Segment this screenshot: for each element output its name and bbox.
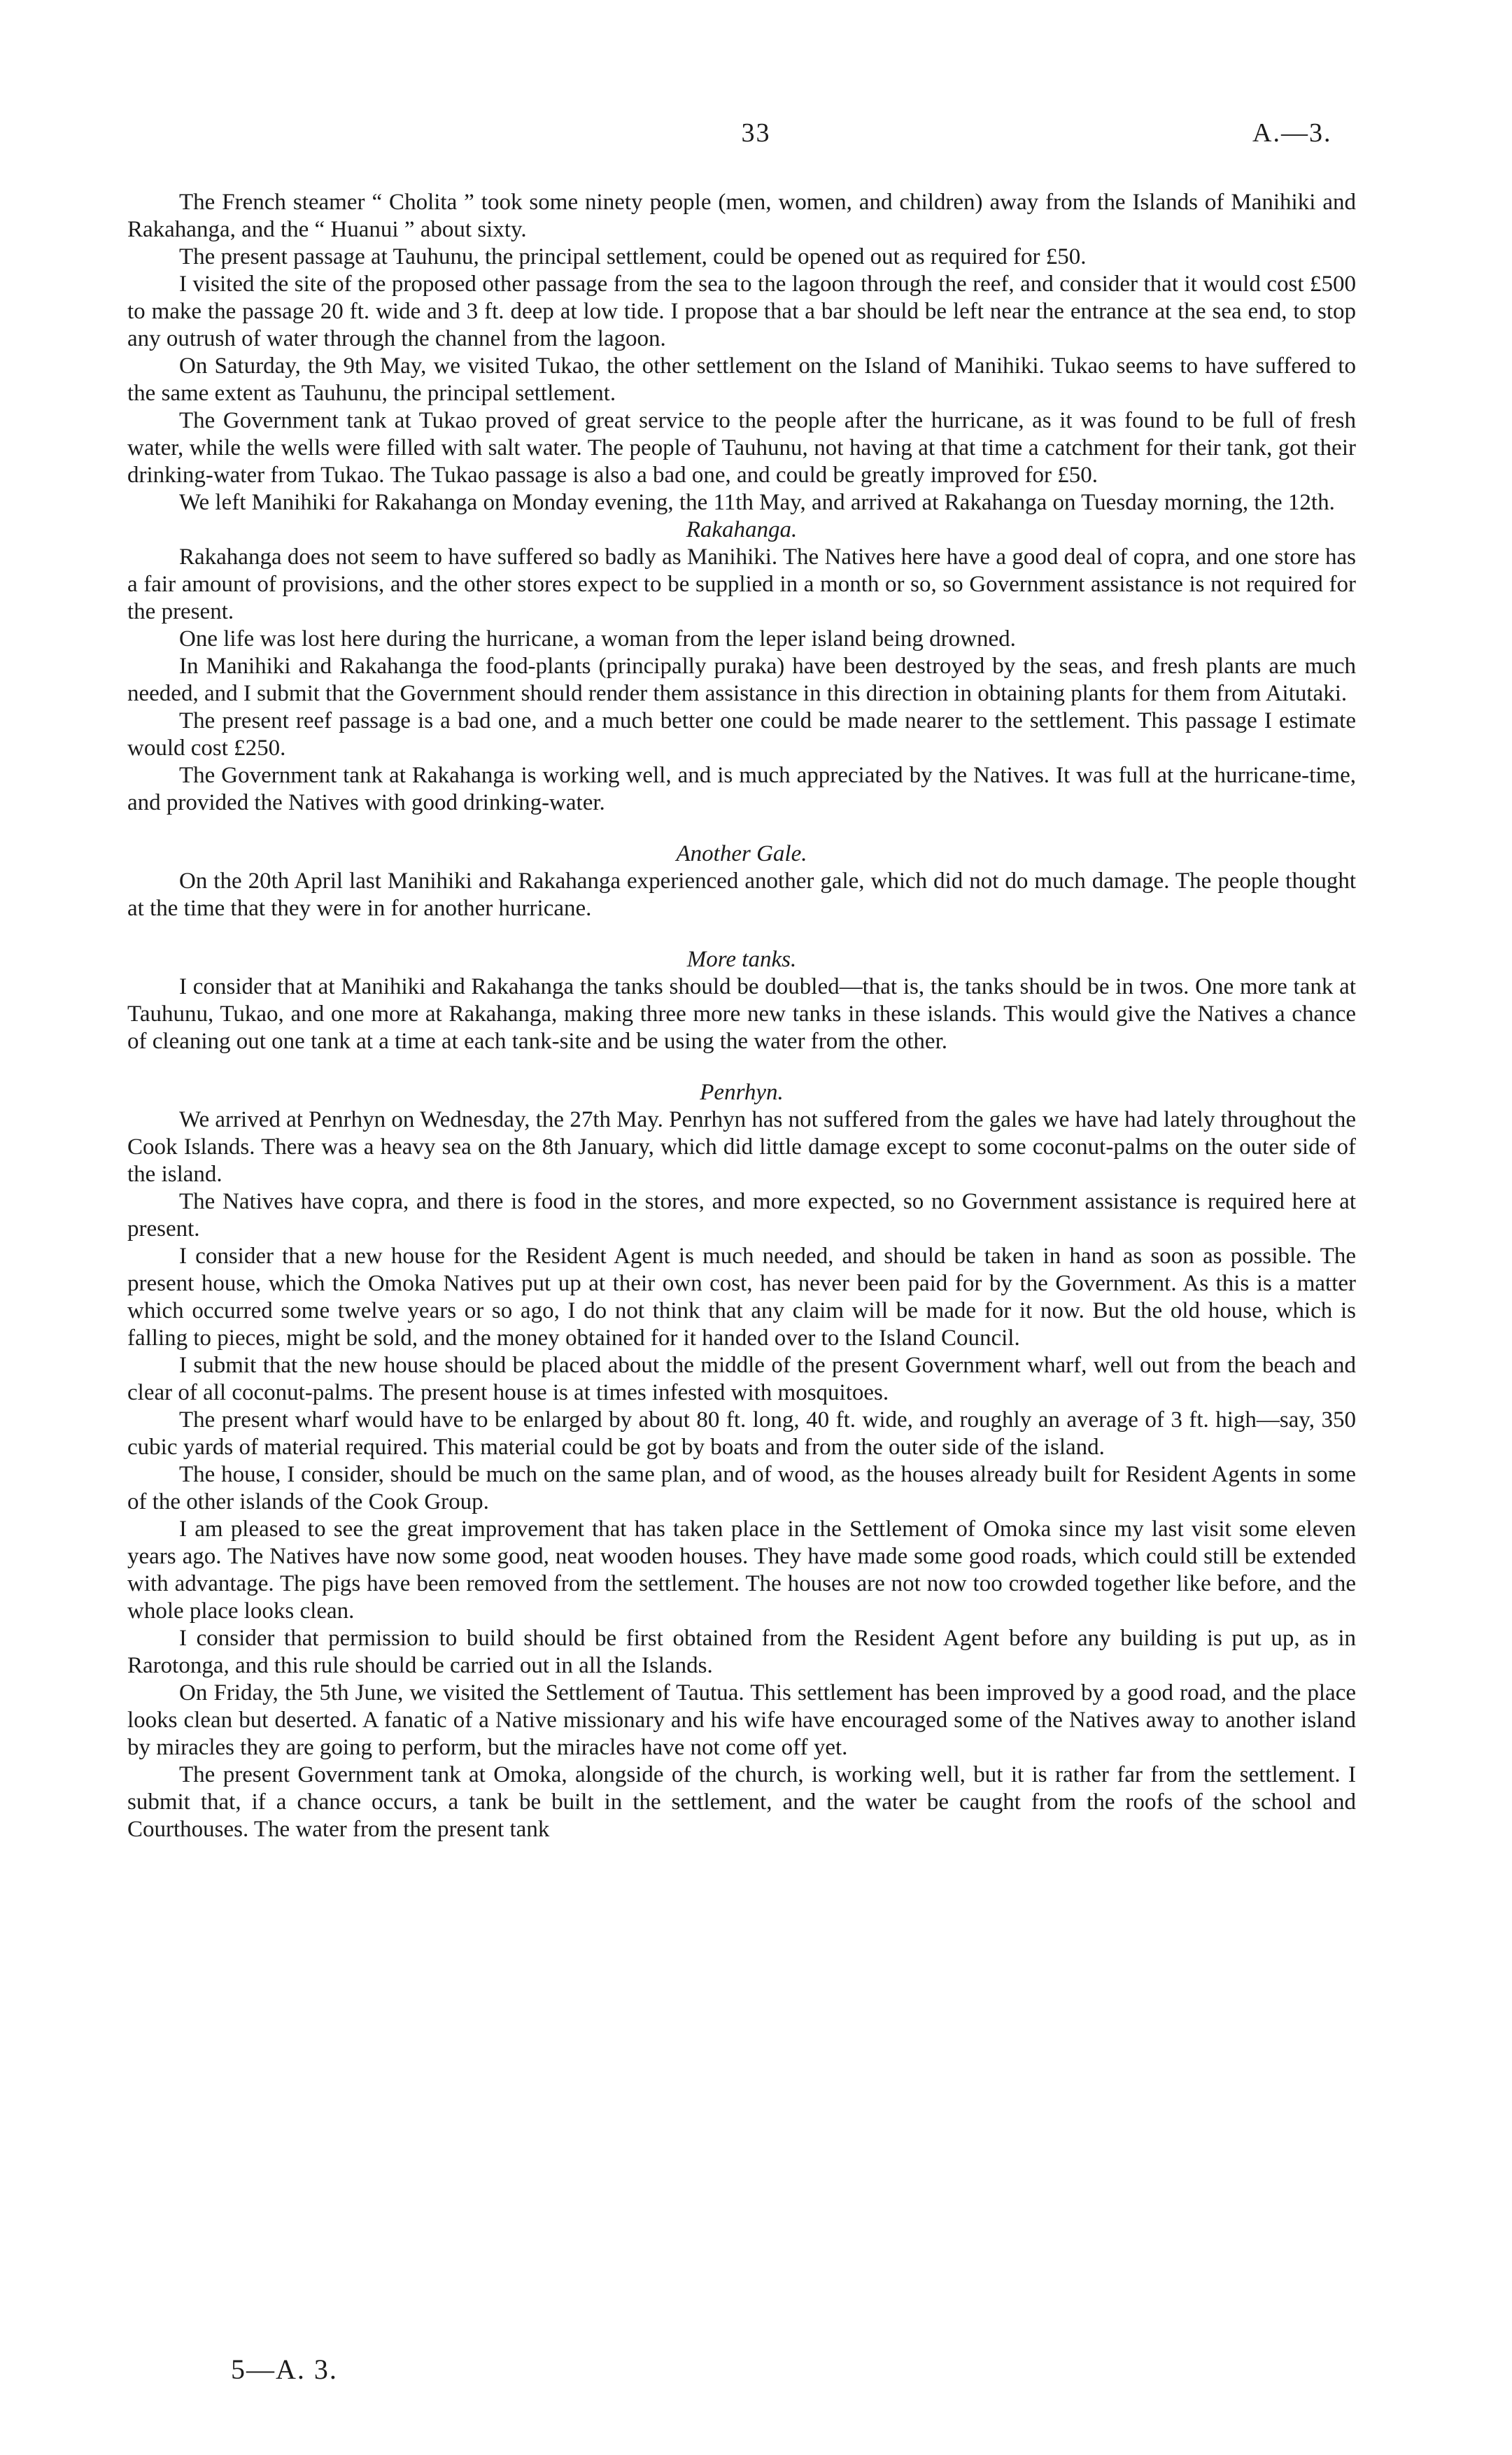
paragraph: On the 20th April last Manihiki and Rakahanga experienced another gale, which did not do much damage. The people thought at the time that they were in for another hurricane. (127, 868, 1356, 921)
paragraph: I visited the site of the proposed other passage from the sea to the lagoon through the reef, and consider that it would cost £500 to make the passage 20 ft. wide and 3 ft. deep at low tide. I propose that a bar should be left near the entrance at the sea end, to stop any outrush of water through the channel from the lagoon. (127, 272, 1356, 351)
section-heading: Rakahanga. (686, 517, 798, 542)
paragraph: The Government tank at Tukao proved of great service to the people after the hurricane, as it was found to be full of fresh water, while the wells were filled with salt water. The people of Tauhunu, not having at that time a catchment for their tank, got their drinking-water from Tukao. The Tukao passage is also a bad one, and could be greatly improved for £50. (127, 408, 1356, 488)
paragraph: We arrived at Penrhyn on Wednesday, the 27th May. Penrhyn has not suffered from the gales we have had lately throughout the Cook Islands. There was a heavy sea on the 8th January, which did little damage except to some coconut-palms on the outer side of the island. (127, 1107, 1356, 1187)
paragraph: The French steamer “ Cholita ” took some ninety people (men, women, and children) away from the Islands of Manihiki and Rakahanga, and the “ Huanui ” about sixty. (127, 190, 1356, 242)
section-manihiki-continued (127, 189, 1356, 516)
section-heading: More tanks. (686, 947, 797, 972)
paragraph: The Government tank at Rakahanga is working well, and is much appreciated by the Natives. It was full at the hurricane-time, and provided the Natives with good drinking-water. (127, 763, 1356, 815)
section-spacer (127, 1055, 1356, 1079)
document-body (127, 189, 1356, 1843)
paragraph: I consider that at Manihiki and Rakahanga the tanks should be doubled—that is, the tanks should be in twos. One more tank at Tauhunu, Tukao, and one more at Rakahanga, making three more new tanks in these islands. This would give the Natives a chance of cleaning out one tank at a time at each tank-site and be using the water from the other. (127, 974, 1356, 1054)
document-reference: A.—3. (1252, 118, 1332, 148)
paragraph: The house, I consider, should be much on the same plan, and of wood, as the houses already built for Resident Agents in some of the other islands of the Cook Group. (127, 1462, 1356, 1514)
section-another-gale (127, 840, 1356, 922)
paragraph: I am pleased to see the great improvement that has taken place in the Settlement of Omoka since my last visit some eleven years ago. The Natives have now some good, neat wooden houses. They have made some good roads, which could still be extended with advantage. The pigs have been removed from the settlement. The houses are not now too crowded together like before, and the whole place looks clean. (127, 1517, 1356, 1624)
paragraph: The Natives have copra, and there is food in the stores, and more expected, so no Government assistance is required here at present. (127, 1189, 1356, 1241)
paragraph: On Friday, the 5th June, we visited the Settlement of Tautua. This settlement has been improved by a good road, and the place looks clean but deserted. A fanatic of a Native missionary and his wife have encouraged some of the Natives away to another island by miracles they are going to perform, but the miracles have not come off yet. (127, 1680, 1356, 1760)
section-spacer (127, 922, 1356, 946)
section-spacer (127, 817, 1356, 840)
paragraph: The present passage at Tauhunu, the principal settlement, could be opened out as required for £50. (179, 244, 1087, 269)
paragraph: On Saturday, the 9th May, we visited Tukao, the other settlement on the Island of Manihiki. Tukao seems to have suffered to the same extent as Tauhunu, the principal settlement. (127, 353, 1356, 406)
paragraph: The present Government tank at Omoka, alongside of the church, is working well, but it is rather far from the settlement. I submit that, if a chance occurs, a tank be built in the settlement, and the water be caught from the roofs of the school and Courthouses. The water from the present tank (127, 1762, 1356, 1842)
page-number: 33 (741, 118, 771, 148)
section-heading: Another Gale. (676, 841, 807, 866)
section-rakahanga (127, 516, 1356, 817)
section-penrhyn (127, 1079, 1356, 1843)
paragraph: The present wharf would have to be enlarged by about 80 ft. long, 40 ft. wide, and roughly an average of 3 ft. high—say, 350 cubic yards of material required. This material could be got by boats and from the outer side of the island. (127, 1407, 1356, 1460)
paragraph: In Manihiki and Rakahanga the food-plants (principally puraka) have been destroyed by the seas, and fresh plants are much needed, and I submit that the Government should render them assistance in this direction in obtaining plants for them from Aitutaki. (127, 654, 1356, 706)
paragraph: Rakahanga does not seem to have suffered so badly as Manihiki. The Natives here have a good deal of copra, and one store has a fair amount of provisions, and the other stores expect to be supplied in a month or so, so Government assistance is not required for the present. (127, 544, 1356, 624)
paragraph: We left Manihiki for Rakahanga on Monday evening, the 11th May, and arrived at Rakahanga on Tuesday morning, the 12th. (179, 490, 1335, 515)
paragraph: I submit that the new house should be placed about the middle of the present Government wharf, well out from the beach and clear of all coconut-palms. The present house is at times infested with mosquitoes. (127, 1353, 1356, 1405)
section-heading: Penrhyn. (700, 1080, 784, 1105)
paragraph: One life was lost here during the hurricane, a woman from the leper island being drowned. (179, 626, 1016, 652)
paragraph: I consider that a new house for the Resident Agent is much needed, and should be taken in hand as soon as possible. The present house, which the Omoka Natives put up at their own cost, has never been paid for by the Government. As this is a matter which occurred some twelve years or so ago, I do not think that any claim will be made for it now. But the old house, which is falling to pieces, might be sold, and the money obtained for it handed over to the Island Council. (127, 1244, 1356, 1351)
section-more-tanks (127, 946, 1356, 1055)
paragraph: The present reef passage is a bad one, and a much better one could be made nearer to the settlement. This passage I estimate would cost £250. (127, 708, 1356, 761)
footer-signature: 5—A. 3. (231, 2354, 338, 2385)
paragraph: I consider that permission to build should be first obtained from the Resident Agent before any building is put up, as in Rarotonga, and this rule should be carried out in all the Islands. (127, 1626, 1356, 1678)
